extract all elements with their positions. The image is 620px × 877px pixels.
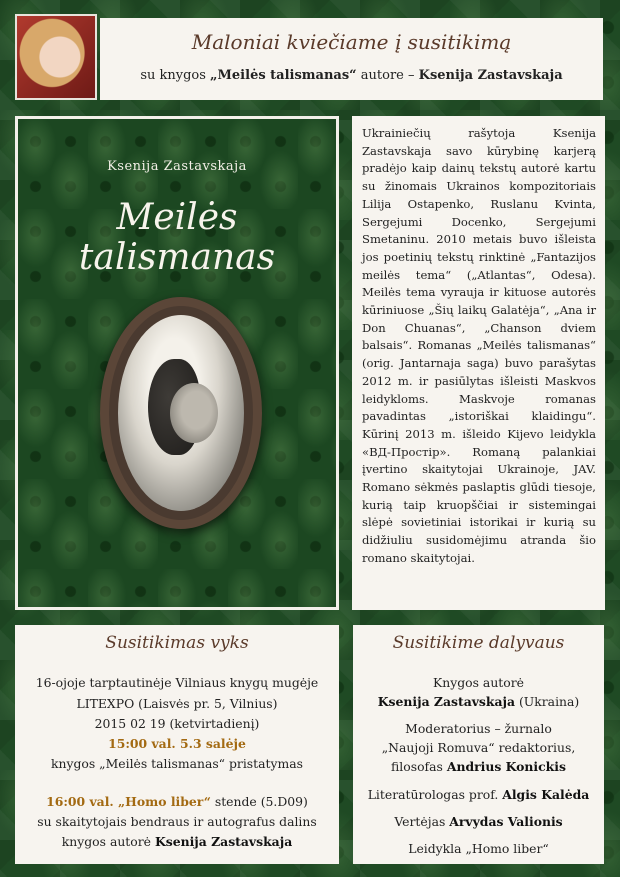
guest-translator-name: Arvydas Valionis (449, 814, 563, 829)
author-photo (15, 14, 97, 100)
guest-translator (353, 814, 604, 829)
invitation-title: Maloniai kviečiame į susitikimą (191, 30, 512, 54)
guest-moderator (353, 759, 604, 774)
invitation-subtitle (100, 68, 603, 83)
cover-title-line2: talismanas (78, 237, 276, 278)
event-stand-rest: stende (5.D09) (210, 794, 308, 809)
event-presentation: knygos „Meilės talismanas“ pristatymas (51, 756, 303, 771)
event-panel (15, 625, 339, 864)
guests-title: Susitikime dalyvaus (392, 633, 565, 653)
event-author-prefix: knygos autorė (61, 834, 155, 849)
oval-portrait-frame (100, 297, 262, 529)
guest-author-name: Ksenija Zastavskaja (377, 694, 516, 709)
guest-author-role: Knygos autorė (433, 675, 524, 690)
guest-publisher: Leidykla „Homo liber“ (408, 841, 549, 856)
event-author-name: Ksenija Zastavskaja (154, 834, 293, 849)
description-panel (352, 116, 605, 610)
event-fair: 16-ojoje tarptautinėje Vilniaus knygų mugėje (35, 675, 319, 690)
guest-translator-prefix: Vertėjas (394, 814, 450, 829)
portrait-image (118, 315, 244, 511)
guest-moderator-name: Andrius Konickis (446, 759, 566, 774)
guest-literary-name: Algis Kalėda (502, 787, 590, 802)
guest-literary (353, 787, 604, 802)
event-author-line (15, 834, 339, 849)
header-banner (100, 18, 603, 100)
event-date: 2015 02 19 (ketvirtadienį) (94, 716, 260, 731)
subtitle-book-title: „Meilės talismanas“ (210, 68, 357, 83)
event-venue: LITEXPO (Laisvės pr. 5, Vilnius) (76, 696, 278, 711)
guest-moderator-org: „Naujoji Romuva“ redaktorius, (381, 740, 576, 755)
event-time-hall: 15:00 val. 5.3 salėje (108, 736, 246, 751)
description-text: Ukrainiečių rašytoja Ksenija Zastavskaja savo kūrybinę karjerą pradėjo kaip dainų tekstų autorė kartu su žinomais Ukrainos kompozitoriais Lilija Ostapenko, Ruslanu Kvinta, Sergejumi Docenko, Sergejumi Smetaninu. 2010 metais buvo išleista jos poetinių tekstų rinktinė „Fantazijos meilės tema“ („Atlantas“, Odesa). Meilės tema vyrauja ir kituose autorės kūriniuose „Šių laikų Galatėja“, „Ana ir Don Chuanas“, „Chanson dviem balsais“. Romanas „Meilės talismanas“ (orig. Jantarnaja saga) buvo parašytas 2012 m. ir pasiūlytas išleisti Maskvos leidykloms. Maskvoje romanas pavadintas „istoriškai klaidingu“. Kūrinį 2013 m. išleido Kijevo leidykla «ВД-Простір». Romaną palankiai įvertino skaitytojai Ukrainoje, JAV. Romano sėkmės paslaptis glūdi tiesoje, kurią taip kruopščiai ir sistemingai slėpė sovietiniai istorikai ir kurią su didžiuliu susidomėjimu atranda šio romano skaitytojai. (362, 126, 596, 565)
subtitle-prefix: su knygos (140, 68, 211, 83)
event-title: Susitikimas vyks (105, 633, 249, 653)
event-stand-time: 16:00 val. „Homo liber“ (46, 794, 211, 809)
guests-panel (353, 625, 604, 864)
guest-moderator-prefix: filosofas (391, 759, 447, 774)
event-autographs: su skaitytojais bendraus ir autografus dalins (37, 814, 317, 829)
cover-author: Ksenija Zastavskaja (107, 159, 247, 174)
guest-literary-prefix: Literatūrologas prof. (367, 787, 503, 802)
portrait-face (170, 383, 218, 443)
subtitle-author: Ksenija Zastavskaja (418, 68, 563, 83)
subtitle-middle: autore – (356, 68, 419, 83)
event-stand (15, 794, 339, 809)
book-cover (15, 116, 339, 610)
cover-title-line1: Meilės (116, 197, 238, 238)
guest-author (353, 694, 604, 709)
guest-moderator-role: Moderatorius – žurnalo (405, 721, 552, 736)
guest-author-country: (Ukraina) (515, 694, 580, 709)
